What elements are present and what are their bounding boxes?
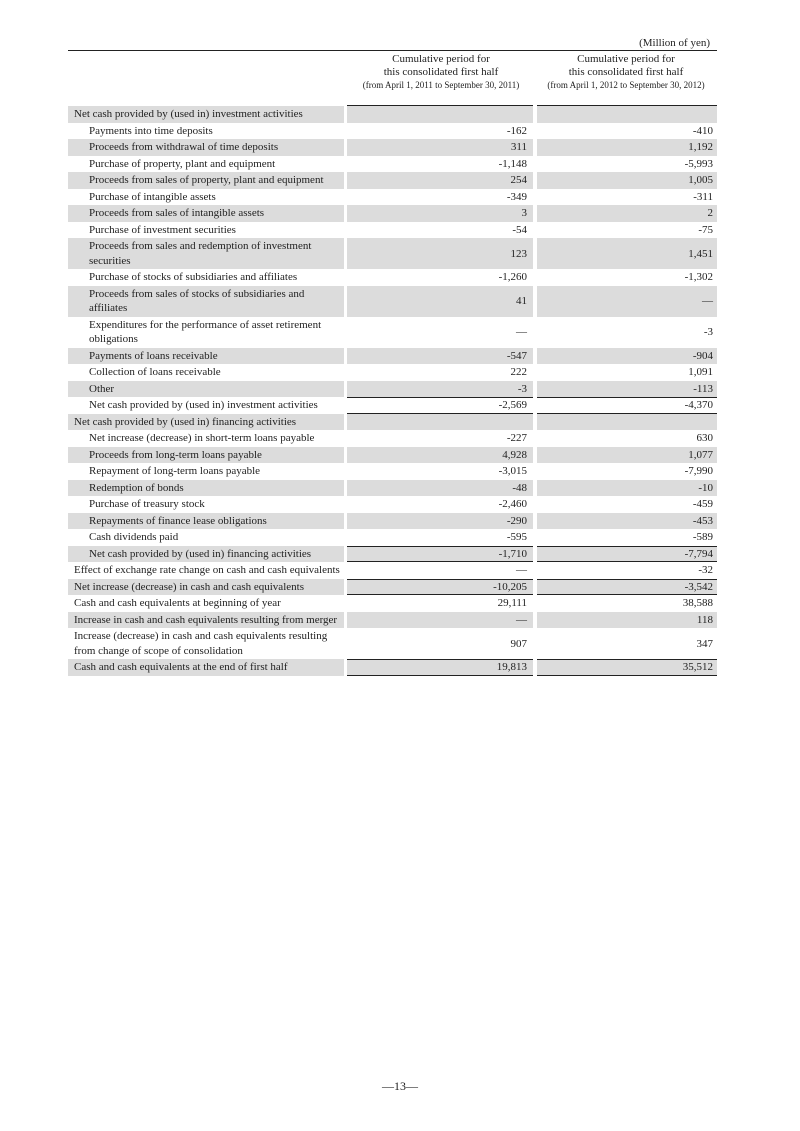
- value-2011: 311: [347, 139, 533, 156]
- value-2012: 1,077: [537, 447, 717, 464]
- row-label: Redemption of bonds: [68, 480, 344, 497]
- table-row: [68, 269, 717, 286]
- value-2012: —: [537, 286, 717, 317]
- value-2012: -7,990: [684, 465, 713, 478]
- table-row: [68, 628, 717, 659]
- table-row: [68, 189, 717, 206]
- row-label: Purchase of stocks of subsidiaries and affiliates: [89, 271, 298, 283]
- table-row: [68, 286, 717, 317]
- value-2011: —: [516, 564, 527, 577]
- row-label: Collection of loans receivable: [89, 366, 221, 378]
- row-label: Proceeds from sales of stocks of subsidiaries and affiliates: [68, 286, 344, 317]
- column-header-period: (from April 1, 2011 to September 30, 2011): [362, 80, 520, 90]
- value-2011: —: [516, 326, 527, 338]
- table-row: [68, 463, 717, 480]
- value-2011: -2,460: [498, 498, 527, 511]
- value-2012: 1,192: [537, 139, 717, 156]
- table-row: [68, 529, 717, 546]
- row-label: Cash and cash equivalents at beginning of year: [74, 597, 281, 609]
- row-label: Payments of loans receivable: [68, 348, 344, 365]
- value-2011: 907: [510, 637, 527, 650]
- table-row: [68, 106, 717, 123]
- value-2011: -48: [347, 480, 533, 497]
- column-header-period: (from April 1, 2012 to September 30, 2012): [547, 80, 705, 90]
- value-2012: 347: [696, 637, 713, 650]
- row-label: Purchase of investment securities: [89, 223, 236, 236]
- value-2011: 19,813: [347, 659, 533, 676]
- table-row: [68, 659, 717, 676]
- row-label: Purchase of intangible assets: [89, 190, 216, 203]
- value-2012: -113: [537, 381, 717, 398]
- table-row: [68, 414, 717, 431]
- row-label: Net cash provided by (used in) investment activities: [89, 399, 318, 411]
- column-header-2011: [351, 53, 531, 92]
- column-header-2012: [536, 53, 716, 92]
- table-row: [68, 562, 717, 579]
- row-label: Increase (decrease) in cash and cash equivalents resulting from change of scope of consolidation: [74, 630, 328, 657]
- value-2012: 118: [537, 612, 717, 629]
- table-row: [68, 430, 717, 447]
- value-2012: -3: [703, 326, 713, 338]
- value-2012: -589: [692, 531, 713, 544]
- value-2012: -10: [537, 480, 717, 497]
- value-2011: -2,569: [347, 397, 533, 414]
- value-2011: -290: [347, 513, 533, 530]
- value-2012: -410: [692, 124, 713, 137]
- row-label: Proceeds from sales and redemption of investment securities: [68, 238, 344, 269]
- value-2012: -4,370: [537, 397, 717, 414]
- value-2011: 41: [347, 286, 533, 317]
- row-label: Net cash provided by (used in) financing activities: [68, 414, 344, 431]
- cash-flow-table: [68, 106, 717, 676]
- value-2011: 4,928: [347, 447, 533, 464]
- value-2011: -227: [506, 432, 527, 445]
- value-2012: -453: [537, 513, 717, 530]
- row-label: Net cash provided by (used in) investment activities: [68, 106, 344, 123]
- table-row: [68, 546, 717, 563]
- unit-label: (Million of yen): [639, 37, 710, 49]
- value-2012: -1,302: [684, 271, 713, 284]
- value-2012: 630: [696, 432, 713, 445]
- value-2012: 1,091: [688, 366, 713, 379]
- value-2011: [347, 414, 533, 431]
- value-2012: [537, 414, 717, 431]
- page-number: —13—: [382, 1079, 418, 1093]
- row-label: Cash and cash equivalents at the end of first half: [68, 659, 344, 676]
- table-row: [68, 579, 717, 596]
- value-2012: -7,794: [537, 546, 717, 563]
- table-row: [68, 205, 717, 222]
- column-header-line2: this consolidated first half: [383, 66, 499, 78]
- value-2011: -162: [506, 124, 527, 137]
- value-2011: -1,148: [498, 157, 527, 170]
- value-2011: -3: [347, 381, 533, 398]
- row-label: Proceeds from withdrawal of time deposits: [68, 139, 344, 156]
- value-2011: 254: [347, 172, 533, 189]
- value-2012: -75: [698, 223, 713, 236]
- table-row: [68, 348, 717, 365]
- table-top-rule: [68, 50, 717, 51]
- value-2011: -54: [512, 223, 527, 236]
- table-row: [68, 595, 717, 612]
- row-label: Net increase (decrease) in short-term loans payable: [89, 432, 315, 444]
- value-2012: -3,542: [537, 579, 717, 596]
- value-2011: —: [347, 612, 533, 629]
- row-label: Cash dividends paid: [89, 531, 179, 543]
- table-row: [68, 496, 717, 513]
- table-row: [68, 480, 717, 497]
- row-label: Expenditures for the performance of asset retirement obligations: [89, 318, 322, 345]
- row-label: Repayment of long-term loans payable: [89, 465, 261, 477]
- row-label: Increase in cash and cash equivalents resulting from merger: [68, 612, 344, 629]
- value-2012: -459: [692, 498, 713, 511]
- row-label: Net cash provided by (used in) financing activities: [68, 546, 344, 563]
- table-row: [68, 222, 717, 239]
- row-label: Proceeds from sales of intangible assets: [68, 205, 344, 222]
- value-2011: -595: [506, 531, 527, 544]
- value-2012: -904: [537, 348, 717, 365]
- row-label: Purchase of treasury stock: [89, 498, 205, 510]
- value-2012: 35,512: [537, 659, 717, 676]
- table-row: [68, 238, 717, 269]
- value-2012: -5,993: [684, 157, 713, 170]
- value-2011: 3: [347, 205, 533, 222]
- row-label: Purchase of property, plant and equipment: [89, 157, 276, 170]
- value-2012: 1,005: [537, 172, 717, 189]
- column-header-line2: this consolidated first half: [568, 66, 684, 78]
- value-2011: -3,015: [498, 465, 527, 478]
- table-row: [68, 513, 717, 530]
- table-row: [68, 447, 717, 464]
- value-2012: 38,588: [682, 597, 713, 610]
- value-2011: -349: [506, 190, 527, 203]
- row-label: Other: [68, 381, 344, 398]
- table-row: [68, 172, 717, 189]
- value-2011: 222: [510, 366, 527, 379]
- value-2012: -32: [698, 564, 713, 577]
- value-2011: 29,111: [497, 597, 527, 610]
- value-2012: [537, 106, 717, 123]
- value-2012: -311: [693, 190, 713, 203]
- value-2011: -547: [347, 348, 533, 365]
- table-row: [68, 397, 717, 414]
- table-row: [68, 364, 717, 381]
- value-2011: -1,260: [498, 271, 527, 284]
- value-2012: 2: [537, 205, 717, 222]
- table-row: [68, 139, 717, 156]
- row-label: Repayments of finance lease obligations: [68, 513, 344, 530]
- value-2012: 1,451: [537, 238, 717, 269]
- table-row: [68, 317, 717, 348]
- row-label: Payments into time deposits: [89, 124, 213, 137]
- row-label: Proceeds from long-term loans payable: [68, 447, 344, 464]
- value-2011: -10,205: [347, 579, 533, 596]
- value-2011: [347, 106, 533, 123]
- row-label: Effect of exchange rate change on cash and cash equivalents: [74, 564, 340, 576]
- column-header-line1: Cumulative period for: [392, 53, 490, 65]
- table-row: [68, 381, 717, 398]
- table-row: [68, 612, 717, 629]
- table-row: [68, 156, 717, 173]
- column-header-line1: Cumulative period for: [577, 53, 675, 65]
- table-row: [68, 123, 717, 140]
- row-label: Proceeds from sales of property, plant and equipment: [68, 172, 344, 189]
- value-2011: -1,710: [347, 546, 533, 563]
- value-2011: 123: [347, 238, 533, 269]
- row-label: Net increase (decrease) in cash and cash equivalents: [68, 579, 344, 596]
